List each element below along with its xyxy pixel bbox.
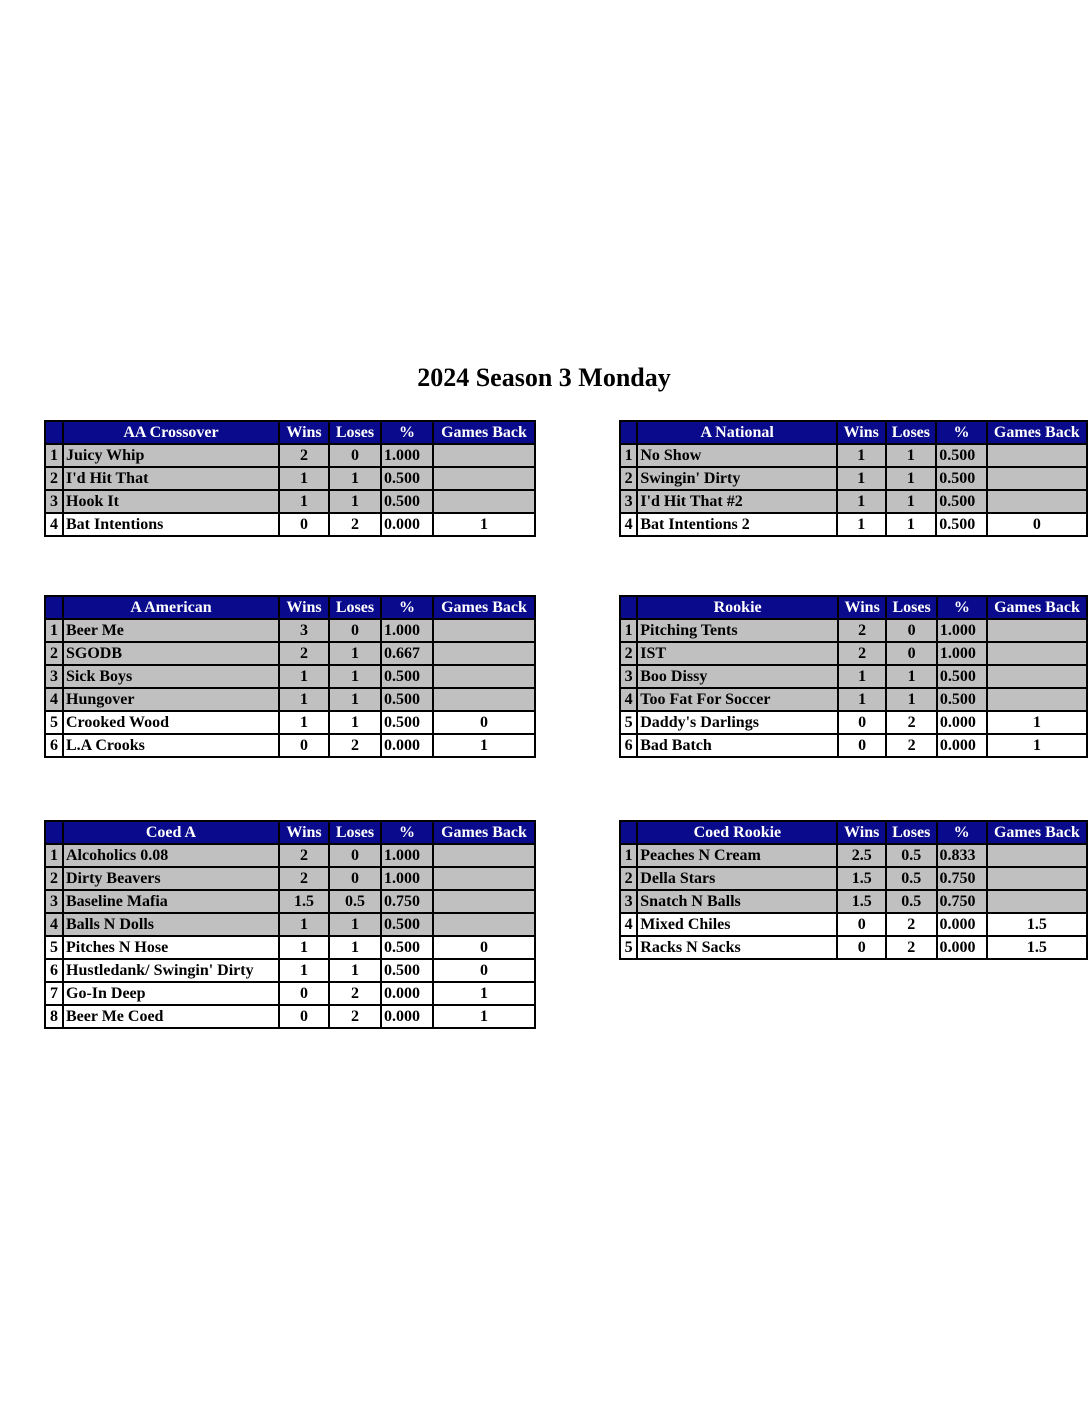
games-back-cell: 0 <box>433 711 535 734</box>
rank-cell: 4 <box>45 913 63 936</box>
rank-cell: 6 <box>620 734 637 757</box>
wins-cell: 2.5 <box>837 844 885 867</box>
rank-cell: 6 <box>45 734 63 757</box>
pct-cell: 0.500 <box>381 665 433 688</box>
wins-cell: 2 <box>279 844 329 867</box>
games-back-header: Games Back <box>433 421 535 444</box>
games-back-cell <box>433 844 535 867</box>
rank-cell: 6 <box>45 959 63 982</box>
wins-cell: 1 <box>838 688 886 711</box>
pct-cell: 0.500 <box>381 467 433 490</box>
table-row <box>620 844 1087 867</box>
rank-cell: 4 <box>45 688 63 711</box>
loses-cell: 0 <box>329 444 381 467</box>
wins-cell: 0 <box>279 982 329 1005</box>
rank-cell: 1 <box>45 619 63 642</box>
pct-cell: 0.500 <box>381 711 433 734</box>
table-row <box>45 490 535 513</box>
games-back-cell <box>433 467 535 490</box>
table-row <box>45 688 535 711</box>
pct-cell: 0.500 <box>381 936 433 959</box>
wins-cell: 1 <box>279 711 329 734</box>
table-row <box>620 688 1087 711</box>
team-name: I'd Hit That #2 <box>637 490 837 513</box>
team-name: Baseline Mafia <box>63 890 279 913</box>
team-name: Hustledank/ Swingin' Dirty <box>63 959 279 982</box>
games-back-cell: 1 <box>433 513 535 536</box>
games-back-cell <box>987 642 1087 665</box>
wins-cell: 1.5 <box>837 890 885 913</box>
rank-cell: 5 <box>620 711 637 734</box>
standings-table-aa-crossover <box>44 420 536 537</box>
table-row <box>620 467 1087 490</box>
team-name: Too Fat For Soccer <box>637 688 838 711</box>
wins-cell: 1 <box>279 936 329 959</box>
team-name: Beer Me <box>63 619 279 642</box>
table-row <box>45 467 535 490</box>
loses-cell: 0.5 <box>886 890 937 913</box>
table-header-row <box>45 596 535 619</box>
pct-cell: 0.500 <box>936 444 986 467</box>
loses-cell: 1 <box>886 490 937 513</box>
table-row <box>45 642 535 665</box>
standings-table-rookie <box>619 595 1088 758</box>
rank-cell: 2 <box>45 467 63 490</box>
team-name: Hook It <box>63 490 279 513</box>
wins-cell: 1 <box>837 513 886 536</box>
wins-cell: 0 <box>837 913 885 936</box>
table-row <box>45 913 535 936</box>
team-name: Della Stars <box>637 867 837 890</box>
table-row <box>620 665 1087 688</box>
rank-header <box>45 821 63 844</box>
wins-cell: 0 <box>837 936 885 959</box>
games-back-header: Games Back <box>433 596 535 619</box>
rank-cell: 1 <box>45 444 63 467</box>
table-row <box>620 444 1087 467</box>
pct-cell: 1.000 <box>381 619 433 642</box>
games-back-cell <box>987 490 1087 513</box>
team-name: IST <box>637 642 838 665</box>
team-name: Go-In Deep <box>63 982 279 1005</box>
wins-cell: 1 <box>837 467 886 490</box>
loses-cell: 1 <box>329 490 381 513</box>
loses-header: Loses <box>329 596 381 619</box>
table-row <box>45 844 535 867</box>
team-name: Mixed Chiles <box>637 913 837 936</box>
pct-cell: 1.000 <box>381 844 433 867</box>
loses-cell: 1 <box>329 959 381 982</box>
loses-cell: 1 <box>886 444 937 467</box>
standings-table-a-american <box>44 595 536 758</box>
loses-cell: 0 <box>886 619 937 642</box>
wins-cell: 2 <box>838 642 886 665</box>
page-title: 2024 Season 3 Monday <box>417 363 671 392</box>
rank-cell: 1 <box>620 444 637 467</box>
wins-header: Wins <box>837 421 886 444</box>
table-row <box>620 513 1087 536</box>
rank-cell: 3 <box>620 490 637 513</box>
team-name: Bat Intentions <box>63 513 279 536</box>
table-row <box>45 890 535 913</box>
pct-cell: 0.500 <box>381 688 433 711</box>
table-row <box>620 890 1087 913</box>
rank-cell: 2 <box>620 467 637 490</box>
games-back-cell <box>987 665 1087 688</box>
wins-cell: 1 <box>837 490 886 513</box>
team-name: Dirty Beavers <box>63 867 279 890</box>
table-header-row <box>620 596 1087 619</box>
pct-header: % <box>381 821 433 844</box>
rank-cell: 8 <box>45 1005 63 1028</box>
team-name: I'd Hit That <box>63 467 279 490</box>
standings-table-a-national <box>619 420 1088 537</box>
table-row <box>620 642 1087 665</box>
wins-cell: 0 <box>838 711 886 734</box>
team-name: Hungover <box>63 688 279 711</box>
loses-cell: 2 <box>329 513 381 536</box>
table-row <box>45 665 535 688</box>
team-name: Racks N Sacks <box>637 936 837 959</box>
pct-cell: 0.000 <box>381 513 433 536</box>
table-row <box>620 619 1087 642</box>
table-row <box>620 734 1087 757</box>
wins-cell: 0 <box>279 734 329 757</box>
table-row <box>45 936 535 959</box>
wins-cell: 1.5 <box>837 867 885 890</box>
loses-cell: 1 <box>329 913 381 936</box>
loses-cell: 0 <box>329 619 381 642</box>
team-name: Pitches N Hose <box>63 936 279 959</box>
games-back-header: Games Back <box>987 421 1087 444</box>
rank-cell: 2 <box>45 867 63 890</box>
team-name: L.A Crooks <box>63 734 279 757</box>
pct-cell: 0.750 <box>381 890 433 913</box>
division-name: A American <box>63 596 279 619</box>
pct-cell: 0.750 <box>937 867 987 890</box>
division-name: AA Crossover <box>63 421 279 444</box>
rank-cell: 3 <box>620 890 637 913</box>
pct-cell: 0.500 <box>937 688 987 711</box>
games-back-cell <box>433 490 535 513</box>
loses-header: Loses <box>329 421 381 444</box>
pct-cell: 1.000 <box>937 619 987 642</box>
team-name: SGODB <box>63 642 279 665</box>
loses-cell: 1 <box>329 688 381 711</box>
wins-cell: 1 <box>279 490 329 513</box>
games-back-cell: 1 <box>987 734 1087 757</box>
games-back-cell <box>433 867 535 890</box>
table-row <box>45 619 535 642</box>
team-name: Juicy Whip <box>63 444 279 467</box>
table-row <box>45 513 535 536</box>
table-row <box>45 444 535 467</box>
rank-cell: 3 <box>45 890 63 913</box>
games-back-cell <box>987 688 1087 711</box>
rank-cell: 4 <box>45 513 63 536</box>
team-name: Daddy's Darlings <box>637 711 838 734</box>
pct-cell: 0.833 <box>937 844 987 867</box>
games-back-cell: 1.5 <box>987 913 1087 936</box>
loses-cell: 2 <box>886 913 937 936</box>
wins-cell: 1 <box>279 665 329 688</box>
rank-header <box>620 821 637 844</box>
table-row <box>620 936 1087 959</box>
team-name: Bat Intentions 2 <box>637 513 837 536</box>
rank-cell: 2 <box>45 642 63 665</box>
table-row <box>620 711 1087 734</box>
games-back-cell: 0 <box>987 513 1087 536</box>
division-name: Rookie <box>637 596 838 619</box>
wins-cell: 1 <box>279 913 329 936</box>
loses-cell: 2 <box>886 936 937 959</box>
division-name: Coed A <box>63 821 279 844</box>
table-row <box>45 982 535 1005</box>
team-name: Pitching Tents <box>637 619 838 642</box>
pct-header: % <box>937 821 987 844</box>
wins-cell: 0 <box>279 513 329 536</box>
games-back-cell <box>987 619 1087 642</box>
loses-cell: 1 <box>886 688 937 711</box>
wins-header: Wins <box>837 821 885 844</box>
games-back-cell <box>433 913 535 936</box>
pct-cell: 0.500 <box>381 959 433 982</box>
table-row <box>45 867 535 890</box>
table-header-row <box>620 421 1087 444</box>
wins-cell: 1 <box>279 467 329 490</box>
team-name: Alcoholics 0.08 <box>63 844 279 867</box>
table-row <box>620 867 1087 890</box>
team-name: Beer Me Coed <box>63 1005 279 1028</box>
rank-header <box>620 596 637 619</box>
loses-cell: 1 <box>329 711 381 734</box>
team-name: Peaches N Cream <box>637 844 837 867</box>
loses-cell: 0.5 <box>886 844 937 867</box>
pct-cell: 0.500 <box>937 665 987 688</box>
wins-header: Wins <box>279 821 329 844</box>
pct-cell: 0.000 <box>937 711 987 734</box>
loses-cell: 0 <box>886 642 937 665</box>
table-row <box>620 490 1087 513</box>
pct-header: % <box>936 421 986 444</box>
wins-header: Wins <box>279 596 329 619</box>
loses-cell: 1 <box>329 467 381 490</box>
games-back-cell: 1 <box>433 734 535 757</box>
pct-cell: 0.000 <box>937 734 987 757</box>
table-row <box>45 711 535 734</box>
table-header-row <box>620 821 1087 844</box>
division-name: A National <box>637 421 837 444</box>
table-row <box>620 913 1087 936</box>
games-back-cell <box>433 642 535 665</box>
loses-cell: 0.5 <box>886 867 937 890</box>
pct-cell: 0.500 <box>936 490 986 513</box>
games-back-cell <box>987 467 1087 490</box>
team-name: Snatch N Balls <box>637 890 837 913</box>
rank-cell: 4 <box>620 513 637 536</box>
pct-cell: 0.750 <box>937 890 987 913</box>
loses-header: Loses <box>886 821 937 844</box>
loses-header: Loses <box>886 421 937 444</box>
games-back-cell <box>433 665 535 688</box>
wins-cell: 1 <box>837 444 886 467</box>
rank-cell: 3 <box>620 665 637 688</box>
wins-cell: 1 <box>279 959 329 982</box>
table-row <box>45 959 535 982</box>
loses-cell: 2 <box>886 711 937 734</box>
team-name: No Show <box>637 444 837 467</box>
wins-cell: 3 <box>279 619 329 642</box>
games-back-cell <box>987 867 1087 890</box>
loses-cell: 1 <box>329 642 381 665</box>
games-back-header: Games Back <box>433 821 535 844</box>
pct-cell: 1.000 <box>937 642 987 665</box>
loses-cell: 2 <box>329 734 381 757</box>
wins-cell: 1 <box>279 688 329 711</box>
team-name: Crooked Wood <box>63 711 279 734</box>
rank-cell: 4 <box>620 913 637 936</box>
games-back-cell <box>987 444 1087 467</box>
rank-cell: 1 <box>45 844 63 867</box>
team-name: Sick Boys <box>63 665 279 688</box>
games-back-cell <box>433 619 535 642</box>
loses-cell: 1 <box>329 665 381 688</box>
games-back-cell: 1.5 <box>987 936 1087 959</box>
rank-header <box>620 421 637 444</box>
pct-cell: 0.500 <box>381 490 433 513</box>
wins-cell: 2 <box>279 867 329 890</box>
team-name: Boo Dissy <box>637 665 838 688</box>
games-back-cell: 0 <box>433 959 535 982</box>
pct-header: % <box>381 421 433 444</box>
games-back-cell <box>433 890 535 913</box>
pct-cell: 0.500 <box>936 513 986 536</box>
games-back-cell <box>987 890 1087 913</box>
table-header-row <box>45 821 535 844</box>
team-name: Swingin' Dirty <box>637 467 837 490</box>
pct-cell: 0.000 <box>937 913 987 936</box>
wins-header: Wins <box>279 421 329 444</box>
rank-cell: 1 <box>620 844 637 867</box>
games-back-cell: 1 <box>433 1005 535 1028</box>
rank-header <box>45 596 63 619</box>
rank-header <box>45 421 63 444</box>
standings-table-coed-rookie <box>619 820 1088 960</box>
table-row <box>45 734 535 757</box>
games-back-cell: 1 <box>987 711 1087 734</box>
team-name: Bad Batch <box>637 734 838 757</box>
games-back-cell <box>433 444 535 467</box>
rank-cell: 1 <box>620 619 637 642</box>
wins-header: Wins <box>838 596 886 619</box>
loses-cell: 0 <box>329 844 381 867</box>
wins-cell: 1.5 <box>279 890 329 913</box>
pct-cell: 0.000 <box>381 982 433 1005</box>
pct-cell: 0.500 <box>936 467 986 490</box>
games-back-header: Games Back <box>987 596 1087 619</box>
loses-header: Loses <box>886 596 937 619</box>
pct-header: % <box>937 596 987 619</box>
wins-cell: 1 <box>838 665 886 688</box>
rank-cell: 5 <box>620 936 637 959</box>
games-back-header: Games Back <box>987 821 1087 844</box>
loses-cell: 1 <box>329 936 381 959</box>
loses-cell: 2 <box>329 982 381 1005</box>
wins-cell: 2 <box>838 619 886 642</box>
pct-cell: 0.000 <box>381 734 433 757</box>
loses-cell: 1 <box>886 467 937 490</box>
wins-cell: 0 <box>838 734 886 757</box>
pct-cell: 0.000 <box>937 936 987 959</box>
rank-cell: 3 <box>45 665 63 688</box>
rank-cell: 2 <box>620 867 637 890</box>
loses-cell: 1 <box>886 665 937 688</box>
pct-cell: 0.667 <box>381 642 433 665</box>
loses-cell: 0.5 <box>329 890 381 913</box>
loses-cell: 1 <box>886 513 937 536</box>
loses-cell: 0 <box>329 867 381 890</box>
table-header-row <box>45 421 535 444</box>
wins-cell: 2 <box>279 444 329 467</box>
loses-cell: 2 <box>329 1005 381 1028</box>
pct-cell: 0.500 <box>381 913 433 936</box>
pct-cell: 0.000 <box>381 1005 433 1028</box>
rank-cell: 7 <box>45 982 63 1005</box>
wins-cell: 0 <box>279 1005 329 1028</box>
rank-cell: 2 <box>620 642 637 665</box>
pct-header: % <box>381 596 433 619</box>
standings-table-coed-a <box>44 820 536 1029</box>
games-back-cell: 1 <box>433 982 535 1005</box>
rank-cell: 4 <box>620 688 637 711</box>
pct-cell: 1.000 <box>381 444 433 467</box>
wins-cell: 2 <box>279 642 329 665</box>
rank-cell: 5 <box>45 936 63 959</box>
games-back-cell: 0 <box>433 936 535 959</box>
table-row <box>45 1005 535 1028</box>
games-back-cell <box>987 844 1087 867</box>
rank-cell: 3 <box>45 490 63 513</box>
loses-header: Loses <box>329 821 381 844</box>
loses-cell: 2 <box>886 734 937 757</box>
pct-cell: 1.000 <box>381 867 433 890</box>
team-name: Balls N Dolls <box>63 913 279 936</box>
division-name: Coed Rookie <box>637 821 837 844</box>
rank-cell: 5 <box>45 711 63 734</box>
games-back-cell <box>433 688 535 711</box>
